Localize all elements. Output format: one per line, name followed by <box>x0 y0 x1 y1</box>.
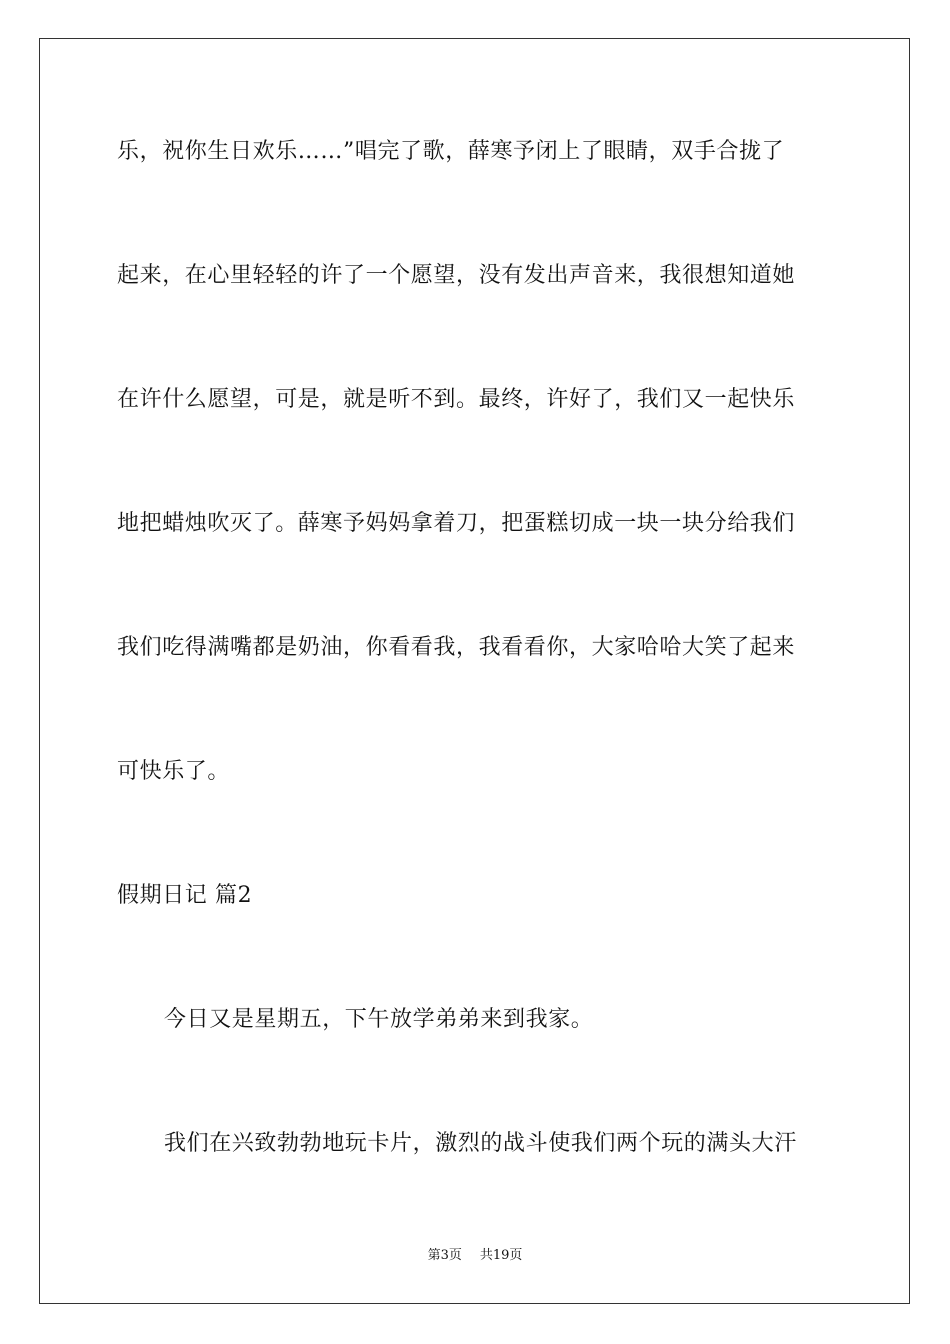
body-text-line: 乐，祝你生日欢乐……”唱完了歌，薛寒予闭上了眼睛，双手合拢了 <box>117 139 785 164</box>
section-heading: 假期日记 篇2 <box>117 883 253 908</box>
page-number: 第3页 <box>427 1248 462 1263</box>
paragraph-line: 我们在兴致勃勃地玩卡片，激烈的战斗使我们两个玩的满头大汗 <box>164 1131 797 1156</box>
body-text-line: 我们吃得满嘴都是奶油，你看看我，我看看你，大家哈哈大笑了起来 <box>117 635 796 660</box>
body-text-line: 地把蜡烛吹灭了。薛寒予妈妈拿着刀，把蛋糕切成一块一块分给我们 <box>117 511 796 536</box>
body-text-line: 可快乐了。 <box>117 759 231 784</box>
body-text-line: 起来，在心里轻轻的许了一个愿望，没有发出声音来，我很想知道她 <box>117 263 796 288</box>
body-text-line: 在许什么愿望，可是，就是听不到。最终，许好了，我们又一起快乐 <box>117 387 796 412</box>
total-pages: 共19页 <box>479 1248 523 1263</box>
page-border <box>39 38 910 1304</box>
paragraph-line: 今日又是星期五，下午放学弟弟来到我家。 <box>164 1007 594 1032</box>
page-footer <box>0 1247 950 1265</box>
